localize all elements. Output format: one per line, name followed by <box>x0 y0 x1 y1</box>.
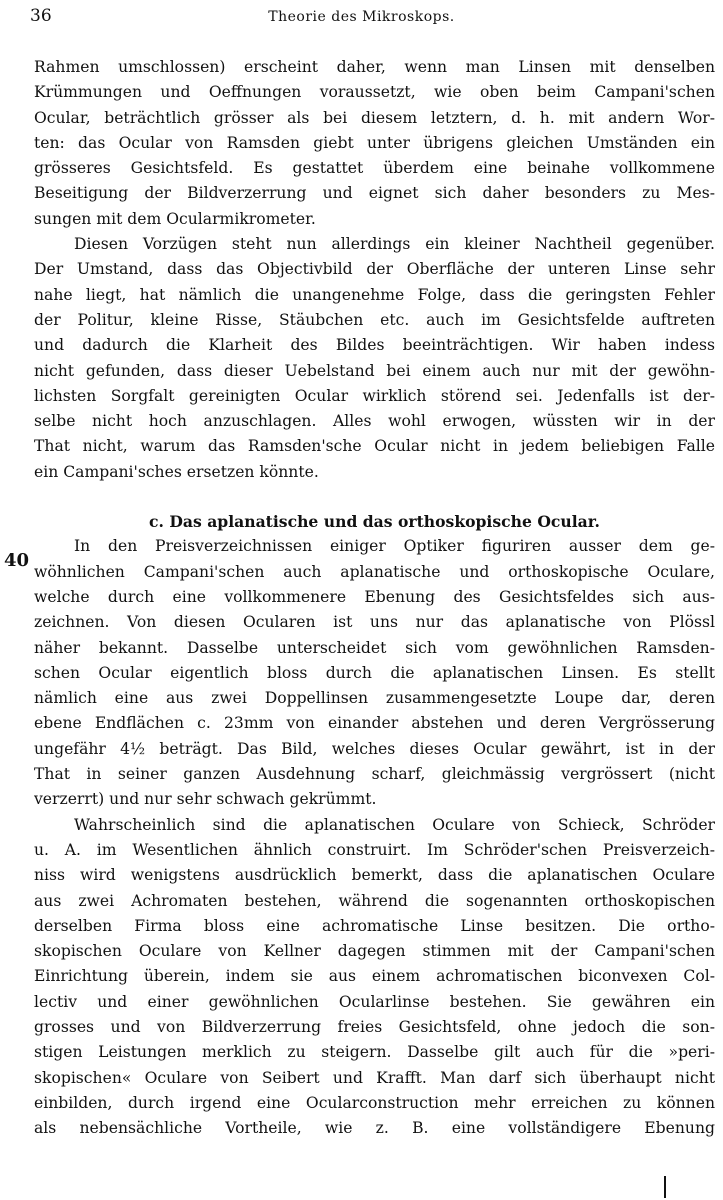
printer-mark <box>664 1176 666 1198</box>
text-line: niss wird wenigstens ausdrücklich bemerkt, dass die aplanatischen Oculare <box>34 866 715 885</box>
text-line: That in seiner ganzen Ausdehnung scharf, gleichmässig vergrössert (nicht <box>34 765 715 784</box>
text-line: derselben Firma bloss eine achromatische Linse besitzen. Die ortho- <box>34 916 715 935</box>
text-line: näher bekannt. Dasselbe unterscheidet sich vom gewöhnlichen Ramsden- <box>34 638 715 657</box>
text-line: Ocular, beträchtlich grösser als bei diesem letztern, d. h. mit andern Wor- <box>34 108 715 127</box>
text-line: stigen Leistungen merklich zu steigern. Dasselbe gilt auch für die »peri- <box>34 1043 715 1062</box>
text-line: verzerrt) und nur sehr schwach gekrümmt. <box>34 790 377 809</box>
text-line: als nebensächliche Vortheile, wie z. B. eine vollständigere Ebenung <box>34 1119 715 1138</box>
text-line: welche durch eine vollkommenere Ebenung des Gesichtsfeldes sich aus- <box>34 587 715 606</box>
text-line: ebene Endflächen c. 23mm von einander abstehen und deren Vergrösserung <box>34 714 715 733</box>
text-line: nahe liegt, hat nämlich die unangenehme Folge, dass die geringsten Fehler <box>34 285 715 304</box>
text-line: lichsten Sorgfalt gereinigten Ocular wirklich störend sei. Jedenfalls ist der- <box>34 386 715 405</box>
body-text <box>34 55 715 1141</box>
paragraph-2 <box>34 232 715 485</box>
page-number: 36 <box>30 6 52 26</box>
text-line: u. A. im Wesentlichen ähnlich construirt. Im Schröder'schen Preisverzeich- <box>34 840 715 859</box>
text-line: In den Preisverzeichnissen einiger Optiker figuriren ausser dem ge- <box>74 537 715 556</box>
text-line: einbilden, durch irgend eine Ocularconstruction mehr erreichen zu können <box>34 1093 715 1112</box>
text-line: Beseitigung der Bildverzerrung und eignet sich daher besonders zu Mes- <box>34 184 715 203</box>
text-line: That nicht, warum das Ramsden'sche Ocular nicht in jedem beliebigen Falle <box>34 437 715 456</box>
text-line: aus zwei Achromaten bestehen, während die sogenannten orthoskopischen <box>34 891 715 910</box>
text-line: ein Campani'sches ersetzen könnte. <box>34 462 319 481</box>
paragraph-3 <box>34 534 715 812</box>
paragraph-4 <box>34 813 715 1142</box>
text-line: skopischen« Oculare von Seibert und Krafft. Man darf sich überhaupt nicht <box>34 1068 715 1087</box>
text-line: zeichnen. Von diesen Ocularen ist uns nur das aplanatische von Plössl <box>34 613 715 632</box>
text-line: Diesen Vorzügen steht nun allerdings ein kleiner Nachtheil gegenüber. <box>74 235 715 254</box>
text-line: nicht gefunden, dass dieser Uebelstand bei einem auch nur mit der gewöhn- <box>34 361 715 380</box>
text-line: ungefähr 4½ beträgt. Das Bild, welches dieses Ocular gewährt, ist in der <box>34 739 715 758</box>
margin-number: 40 <box>4 550 30 571</box>
text-line: wöhnlichen Campani'schen auch aplanatische und orthoskopische Oculare, <box>34 562 715 581</box>
text-line: Einrichtung überein, indem sie aus einem achromatischen biconvexen Col- <box>34 967 715 986</box>
section-heading: c. Das aplanatische und das orthoskopische Ocular. <box>149 512 600 532</box>
text-line: und dadurch die Klarheit des Bildes beeinträchtigen. Wir haben indess <box>34 336 715 355</box>
text-line: skopischen Oculare von Kellner dagegen stimmen mit der Campani'schen <box>34 942 715 961</box>
text-line: ten: das Ocular von Ramsden giebt unter übrigens gleichen Umständen ein <box>34 133 715 152</box>
paragraph-1 <box>34 55 715 232</box>
text-line: der Politur, kleine Risse, Stäubchen etc. auch im Gesichtsfelde auftreten <box>34 310 715 329</box>
text-line: sungen mit dem Ocularmikrometer. <box>34 209 316 228</box>
text-line: nämlich eine aus zwei Doppellinsen zusammengesetzte Loupe dar, deren <box>34 689 715 708</box>
text-line: schen Ocular eigentlich bloss durch die aplanatischen Linsen. Es stellt <box>34 663 715 682</box>
text-line: Krümmungen und Oeffnungen voraussetzt, wie oben beim Campani'schen <box>34 83 715 102</box>
text-line: selbe nicht hoch anzuschlagen. Alles wohl erwogen, wüssten wir in der <box>34 412 715 431</box>
running-title: Theorie des Mikroskops. <box>268 9 455 25</box>
text-line: grösseres Gesichtsfeld. Es gestattet überdem eine beinahe vollkommene <box>34 159 715 178</box>
text-line: grosses und von Bildverzerrung freies Gesichtsfeld, ohne jedoch die son- <box>34 1017 715 1036</box>
text-line: lectiv und einer gewöhnlichen Ocularlinse bestehen. Sie gewähren ein <box>34 992 715 1011</box>
text-line: Rahmen umschlossen) erscheint daher, wenn man Linsen mit denselben <box>34 58 715 76</box>
text-line: Wahrscheinlich sind die aplanatischen Oculare von Schieck, Schröder <box>74 815 715 834</box>
text-line: Der Umstand, dass das Objectivbild der Oberfläche der unteren Linse sehr <box>34 260 715 279</box>
